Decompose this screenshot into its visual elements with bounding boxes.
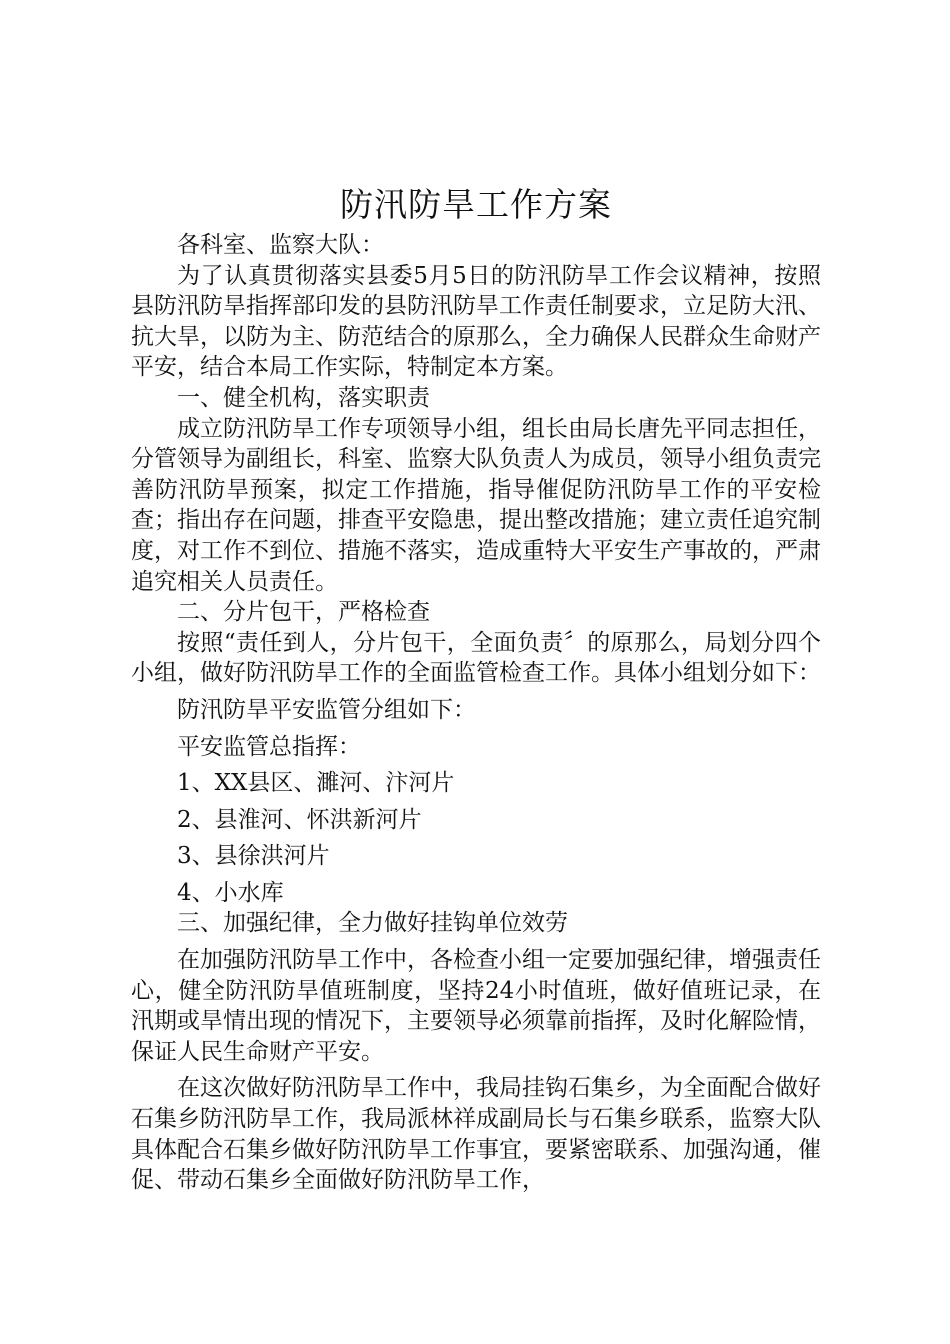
section-heading-3: 三、加强纪律，全力做好挂钩单位效劳 xyxy=(177,910,568,937)
list-item: 1、XX县区、濉河、汴河片 xyxy=(177,770,455,797)
list-item: 2、县淮河、怀洪新河片 xyxy=(177,806,422,833)
document-body xyxy=(131,180,821,1196)
section-1-paragraph: 成立防汛防旱工作专项领导小组，组长由局长唐先平同志担任，分管领导为副组长，科室、监察大队负责人为成员，领导小组负责完善防汛防旱预案，拟定工作措施，指导催促防汛防旱工作的平安检查；指出存在问题，排查平安隐患，提出整改措施；建立责任追究制度，对工作不到位、措施不落实，造成重特大平安生产事故的，严肃追究相关人员责任。 xyxy=(131,415,821,595)
commander-line: 平安监管总指挥： xyxy=(177,733,361,760)
list-item: 4、小水库 xyxy=(177,879,284,906)
section-3-paragraph-1: 在加强防汛防旱工作中，各检查小组一定要加强纪律，增强责任心，健全防汛防旱值班制度，坚持24小时值班，做好值班记录，在汛期或旱情出现的情况下，主要领导必须靠前指挥，及时化解险情，保证人民生命财产平安。 xyxy=(131,947,821,1065)
section-2-paragraph: 按照“责任到人，分片包干，全面负责〞的原那么，局划分四个小组，做好防汛防旱工作的全面监管检查工作。具体小组划分如下： xyxy=(131,629,821,687)
section-heading-1: 一、健全机构，落实职责 xyxy=(177,384,430,411)
section-3-paragraph-2: 在这次做好防汛防旱工作中，我局挂钩石集乡，为全面配合做好石集乡防汛防旱工作，我局派林祥成副局长与石集乡联系，监察大队具体配合石集乡做好防汛防旱工作事宜，要紧密联系、加强沟通，催促、带动石集乡全面做好防汛防旱工作， xyxy=(131,1075,821,1194)
intro-paragraph: 为了认真贯彻落实县委5月5日的防汛防旱工作会议精神，按照县防汛防旱指挥部印发的县防汛防旱工作责任制要求，立足防大汛、抗大旱，以防为主、防范结合的原那么，全力确保人民群众生命财产平安，结合本局工作实际，特制定本方案。 xyxy=(131,262,821,381)
salutation: 各科室、监察大队： xyxy=(177,232,384,258)
grouping-intro: 防汛防旱平安监管分组如下： xyxy=(177,696,476,723)
list-item: 3、县徐洪河片 xyxy=(177,843,330,870)
section-heading-2: 二、分片包干，严格检查 xyxy=(177,599,430,626)
document-title: 防汛防旱工作方案 xyxy=(340,185,612,224)
